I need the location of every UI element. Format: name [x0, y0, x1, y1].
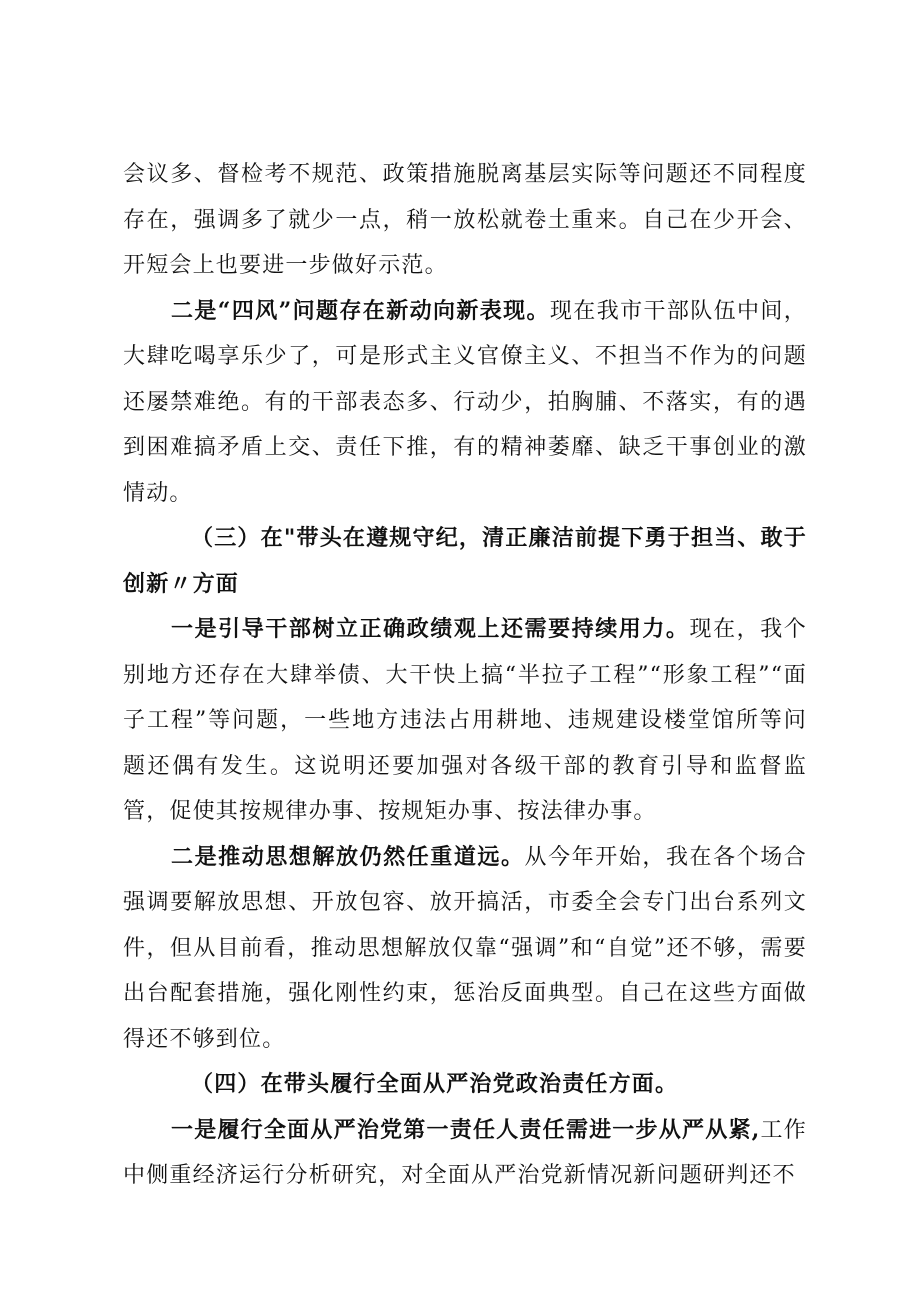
paragraph-four-winds — [123, 289, 807, 517]
paragraph-lead: 一是履行全面从严治党第一责任人责任需进一步从严从紧, — [171, 1116, 761, 1143]
paragraph-text: 工作中侧重经济运行分析研究，对全面从严治党新情况新问题研判还不 — [123, 1117, 807, 1188]
paragraph-lead: 二是“四风”问题存在新动向新表现。 — [171, 297, 550, 324]
section-heading-3: （三）在"带头在遵规守纪，清正廉洁前提下勇于担当、敢于创新〃方面 — [123, 525, 807, 597]
paragraph-continued — [123, 152, 807, 289]
section-heading-4: （四）在带头履行全面从严治党政治责任方面。 — [191, 1071, 679, 1097]
paragraph-text: 现在，我个别地方还存在大肆举债、大干快上搞“半拉子工程”“形象工程”“面子工程”等问题，一些地方违法占用耕地、违规建设楼堂馆所等问题还偶有发生。这说明还要加强对各级干部的教育引导和监督监管，促使其按规律办事、按规矩办事、按法律办事。 — [123, 617, 807, 824]
paragraph-text: 会议多、督检考不规范、政策措施脱离基层实际等问题还不同程度存在，强调多了就少一点，稍一放松就卷土重来。自己在少开会、开短会上也要进一步做好示范。 — [123, 162, 807, 278]
paragraph-lead: 二是推动思想解放仍然任重道远。 — [171, 843, 525, 870]
document-body — [123, 152, 807, 1199]
paragraph-performance-view — [123, 607, 807, 835]
paragraph-lead: 一是引导干部树立正确政绩观上还需要持续用力。 — [171, 616, 690, 642]
paragraph-party-discipline — [123, 1108, 807, 1199]
paragraph-text: 现在我市干部队伍中间，大肆吃喝享乐少了，可是形式主义官僚主义、不担当不作为的问题还屡禁难绝。有的干部表态多、行动少，拍胸脯、不落实，有的遇到困难搞矛盾上交、责任下推，有的精神萎靡、缺乏干事创业的激情动。 — [123, 298, 808, 506]
paragraph-mind-liberation — [123, 835, 807, 1063]
paragraph-text: 从今年开始，我在各个场合强调要解放思想、开放包容、放开搞活，市委全会专门出台系列文件，但从目前看，推动思想解放仅靠“强调”和“自觉”还不够，需要出台配套措施，强化刚性约束，惩治反面典型。自己在这些方面做得还不够到位。 — [123, 844, 807, 1052]
